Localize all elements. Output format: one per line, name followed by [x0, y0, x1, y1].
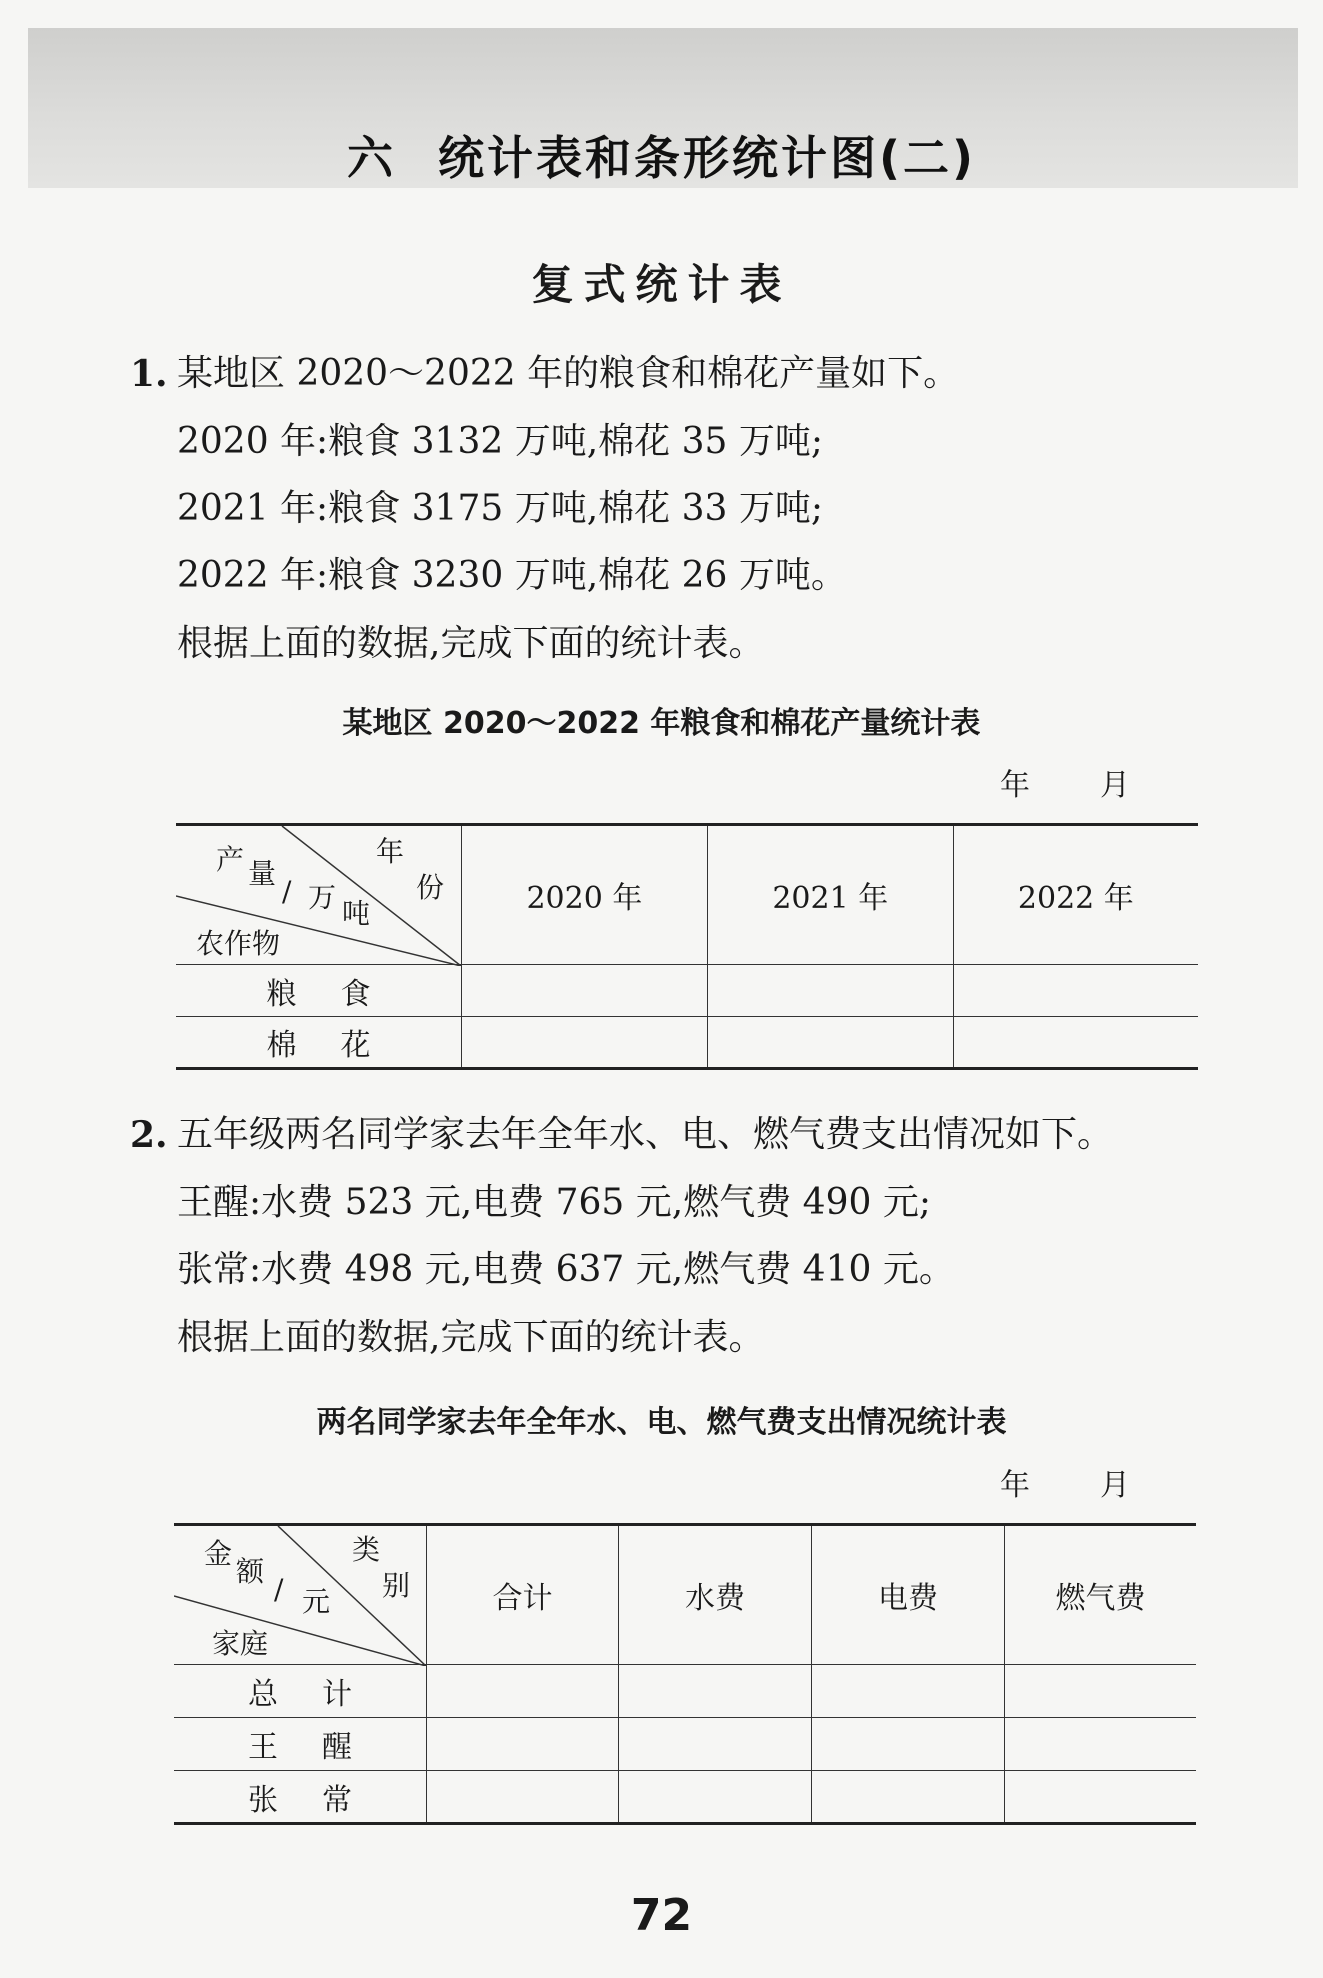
table-row — [176, 965, 1198, 1017]
table-1-caption: 某地区 2020～2022 年粮食和棉花产量统计表 — [342, 706, 981, 741]
blank-cell[interactable] — [812, 1771, 1005, 1824]
table-row — [174, 1718, 1196, 1771]
row-label-char: 醒 — [322, 1730, 352, 1765]
row-label — [176, 1017, 462, 1069]
blank-cell[interactable] — [707, 1017, 953, 1069]
question-1-data-line: 2021 年:粮食 3175 万吨,棉花 33 万吨; — [177, 488, 823, 529]
question-1-data-line: 2022 年:粮食 3230 万吨,棉花 26 万吨。 — [177, 555, 847, 596]
corner-unit-char: 金 — [204, 1537, 233, 1570]
table-1-corner-header — [176, 825, 462, 965]
blank-cell[interactable] — [619, 1771, 812, 1824]
table-2-column-header: 电费 — [812, 1525, 1005, 1665]
blank-cell[interactable] — [1005, 1665, 1197, 1718]
corner-unit-char: / — [274, 1573, 284, 1606]
section-title: 复式统计表 — [531, 260, 792, 309]
table-1-column-header: 2021 年 — [707, 825, 953, 965]
table-1-date — [1000, 760, 1130, 804]
table-1 — [176, 823, 1198, 1070]
blank-cell[interactable] — [1005, 1718, 1197, 1771]
row-label-char: 棉 — [266, 1028, 297, 1063]
page-number: 72 — [630, 1890, 693, 1941]
chapter-number: 六 — [346, 131, 396, 185]
question-1-prompt: 某地区 2020～2022 年的粮食和棉花产量如下。 — [177, 353, 960, 394]
table-2-column-header: 水费 — [619, 1525, 812, 1665]
row-label-char: 张 — [248, 1782, 278, 1818]
corner-unit-char: 吨 — [342, 897, 371, 930]
table-row — [174, 1771, 1196, 1824]
corner-unit-char: / — [282, 875, 292, 908]
blank-cell[interactable] — [812, 1665, 1005, 1718]
row-label-char: 常 — [322, 1782, 352, 1818]
table-2-caption: 两名同学家去年全年水、电、燃气费支出情况统计表 — [316, 1405, 1007, 1440]
blank-cell[interactable] — [953, 965, 1198, 1017]
corner-unit-char: 产 — [216, 843, 245, 876]
row-label — [174, 1718, 427, 1771]
chapter-title-text: 统计表和条形统计图(二) — [437, 131, 977, 185]
row-label-char: 总 — [248, 1677, 278, 1712]
table-2-corner-header — [174, 1525, 427, 1665]
table-1-column-header: 2022 年 — [1017, 881, 1134, 916]
blank-cell[interactable] — [427, 1665, 619, 1718]
table-row — [176, 1017, 1198, 1069]
corner-unit-char: 量 — [248, 857, 277, 890]
corner-row-header: 农作物 — [196, 927, 281, 960]
row-label-char: 花 — [340, 1028, 371, 1063]
question-2-prompt: 五年级两名同学家去年全年水、电、燃气费支出情况如下。 — [177, 1114, 1114, 1155]
corner-unit-char: 万 — [308, 881, 337, 914]
question-2-instruction: 根据上面的数据,完成下面的统计表。 — [177, 1317, 765, 1358]
row-label — [174, 1665, 427, 1718]
blank-cell[interactable] — [462, 1017, 708, 1069]
corner-unit-char: 元 — [302, 1585, 331, 1618]
blank-cell[interactable] — [619, 1718, 812, 1771]
date-month-label: 月 — [1100, 1468, 1130, 1503]
blank-cell[interactable] — [953, 1017, 1198, 1069]
blank-cell[interactable] — [707, 965, 953, 1017]
question-2-data-line: 张常:水费 498 元,电费 637 元,燃气费 410 元。 — [177, 1249, 955, 1290]
row-label-char: 计 — [322, 1677, 352, 1712]
table-2-column-header: 合计 — [427, 1525, 619, 1665]
row-label — [176, 965, 462, 1017]
question-1-number: 1. — [130, 353, 168, 395]
blank-cell[interactable] — [462, 965, 708, 1017]
question-1-instruction: 根据上面的数据,完成下面的统计表。 — [177, 623, 765, 664]
date-month-label: 月 — [1100, 768, 1130, 803]
blank-cell[interactable] — [427, 1771, 619, 1824]
corner-col-header-char: 类 — [352, 1533, 381, 1566]
table-2-date — [1000, 1460, 1130, 1504]
blank-cell[interactable] — [1005, 1771, 1197, 1824]
question-1-data-line: 2020 年:粮食 3132 万吨,棉花 35 万吨; — [177, 421, 823, 462]
table-2 — [174, 1523, 1196, 1825]
corner-col-header-char: 年 — [376, 835, 405, 868]
table-2-column-header: 燃气费 — [1055, 1581, 1146, 1616]
chapter-title — [0, 122, 1323, 188]
corner-unit-char: 额 — [236, 1555, 265, 1588]
corner-row-header: 家庭 — [212, 1627, 269, 1660]
row-label-char: 食 — [340, 976, 371, 1012]
corner-col-header-char: 别 — [382, 1569, 411, 1602]
date-year-label: 年 — [1000, 768, 1030, 803]
blank-cell[interactable] — [427, 1718, 619, 1771]
question-2-number: 2. — [130, 1114, 168, 1156]
question-2-data-line: 王醒:水费 523 元,电费 765 元,燃气费 490 元; — [177, 1182, 931, 1223]
corner-col-header-char: 份 — [416, 871, 445, 904]
row-label-char: 粮 — [266, 976, 297, 1012]
blank-cell[interactable] — [812, 1718, 1005, 1771]
table-row — [174, 1665, 1196, 1718]
row-label — [174, 1771, 427, 1824]
date-year-label: 年 — [1000, 1468, 1030, 1503]
row-label-char: 王 — [248, 1730, 278, 1765]
table-1-column-header: 2020 年 — [462, 825, 708, 965]
blank-cell[interactable] — [619, 1665, 812, 1718]
